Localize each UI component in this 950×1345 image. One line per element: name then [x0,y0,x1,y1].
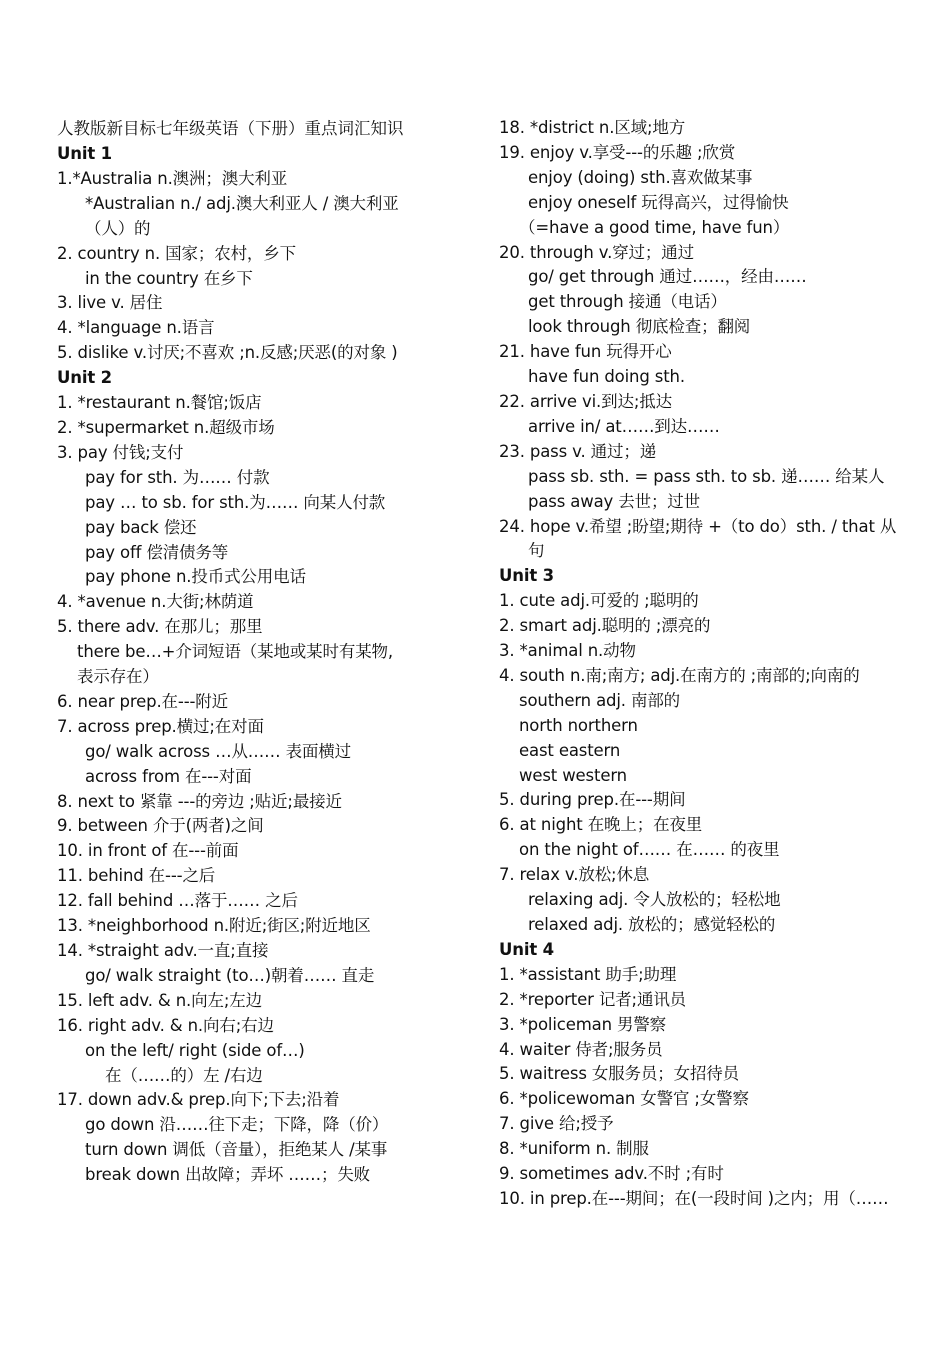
right-vocab-line: pass away 去世；过世 [528,491,700,511]
left-vocab-line: 8. next to 紧靠 ---的旁边 ;贴近;最接近 [57,791,342,811]
right-vocab-line: （=have a good time, have fun） [519,217,790,237]
right-vocab-line: 1. cute adj.可爱的 ;聪明的 [499,591,699,611]
right-vocab-line: 6. *policewoman 女警官 ;女警察 [499,1089,749,1109]
right-vocab-line: arrive in/ at……到达…… [528,416,720,436]
right-vocab-line: 21. have fun 玩得开心 [499,342,672,362]
left-vocab-line: 17. down adv.& prep.向下;下去;沿着 [57,1090,340,1110]
left-vocab-line: 5. there adv. 在那儿；那里 [57,617,263,637]
left-vocab-line: pay off 偿清债务等 [85,542,229,562]
left-vocab-line: 表示存在） [77,667,159,687]
left-vocab-line: 4. *avenue n.大街;林荫道 [57,592,254,612]
right-vocab-line: 1. *assistant 助手;助理 [499,964,677,984]
left-vocab-line: pay back 偿还 [85,517,197,537]
left-vocab-line: 15. left adv. & n.向左;左边 [57,990,262,1010]
right-vocab-line: 22. arrive vi.到达;抵达 [499,391,672,411]
right-vocab-line: 3. *animal n.动物 [499,641,636,661]
left-vocab-line: on the left/ right (side of…) [85,1040,305,1060]
left-vocab-line: pay … to sb. for sth.为…… 向某人付款 [85,492,386,512]
right-vocab-line: southern adj. 南部的 [519,690,681,710]
right-vocab-line: 句 [528,541,545,561]
right-vocab-line: 18. *district n.区域;地方 [499,118,686,137]
right-vocab-line: 8. *uniform n. 制服 [499,1139,649,1159]
right-vocab-line: 9. sometimes adv.不时 ;有时 [499,1164,724,1184]
left-vocab-line: 在（……的）左 /右边 [105,1065,263,1085]
right-vocab-line: 19. enjoy v.享受---的乐趣 ;欣赏 [499,142,736,162]
right-vocab-line: 5. during prep.在---期间 [499,790,686,810]
right-unit-heading: Unit 4 [499,939,555,959]
left-unit-heading: Unit 2 [57,368,113,388]
right-vocab-line: go/ get through 通过……，经由…… [528,267,807,287]
left-vocab-line: 7. across prep.横过;在对面 [57,716,264,736]
right-vocab-line: 6. at night 在晚上；在夜里 [499,815,703,835]
right-vocab-line: enjoy oneself 玩得高兴，过得愉快 [528,192,789,212]
right-vocab-line: 24. hope v.希望 ;盼望;期待 +（to do）sth. / that 从 [499,516,897,536]
right-vocab-line: 10. in prep.在---期间；在(一段时间 )之内；用（…… [499,1188,889,1208]
right-vocab-line: 3. *policeman 男警察 [499,1014,667,1034]
left-vocab-line: pay phone n.投币式公用电话 [85,567,306,587]
left-vocab-line: go/ walk across …从…… 表面横过 [85,741,351,761]
right-vocab-line: relaxed adj. 放松的；感觉轻松的 [528,915,776,934]
right-vocab-line: 2. smart adj.聪明的 ;漂亮的 [499,616,711,636]
left-vocab-line: 11. behind 在---之后 [57,866,216,886]
left-vocab-line: go/ walk straight (to…)朝着…… 直走 [85,965,375,985]
left-vocab-line: go down 沿……往下走；下降，降（价） [85,1115,389,1135]
right-vocab-line: get through 接通（电话） [528,292,727,312]
right-vocab-line: 2. *reporter 记者;通讯员 [499,989,687,1009]
right-vocab-line: look through 彻底检查；翻阅 [528,317,751,337]
left-vocab-line: 3. live v. 居住 [57,293,163,313]
right-vocab-line: 4. south n.南;南方; adj.在南方的 ;南部的;向南的 [499,665,860,685]
left-vocab-line: 10. in front of 在---前面 [57,841,239,861]
right-vocab-line: 7. give 给;授予 [499,1114,614,1134]
right-vocab-line: east eastern [519,740,621,760]
right-vocab-line: pass sb. sth. = pass sth. to sb. 递…… 给某人 [528,466,885,486]
right-vocab-line: 4. waiter 侍者;服务员 [499,1039,663,1059]
left-vocab-line: 12. fall behind …落于…… 之后 [57,891,298,911]
left-vocab-line: 16. right adv. & n.向右;右边 [57,1015,274,1035]
left-vocab-line: there be…+介词短语（某地或某时有某物, [77,642,393,662]
right-unit-heading: Unit 3 [499,566,555,586]
left-vocab-line: （人）的 [85,218,151,238]
left-vocab-line: 4. *language n.语言 [57,318,215,338]
right-vocab-line: on the night of…… 在…… 的夜里 [519,840,780,860]
left-vocab-line: 2. country n. 国家；农村，乡下 [57,243,296,263]
right-vocab-line: 23. pass v. 通过；递 [499,441,657,461]
right-vocab-line: north northern [519,715,638,735]
left-vocab-line: 14. *straight adv.一直;直接 [57,941,269,960]
left-vocab-line: 3. pay 付钱;支付 [57,442,184,462]
left-vocab-line: turn down 调低（音量），拒绝某人 /某事 [85,1140,388,1160]
left-vocab-line: 13. *neighborhood n.附近;街区;附近地区 [57,916,371,936]
left-vocab-line: 1.*Australia n.澳洲；澳大利亚 [57,168,288,188]
right-column [499,116,914,1212]
left-vocab-line: 9. between 介于(两者)之间 [57,816,264,836]
left-column [57,116,449,1188]
left-vocab-line: 2. *supermarket n.超级市场 [57,417,275,437]
document-title: 人教版新目标七年级英语（下册）重点词汇知识 [57,119,404,138]
left-vocab-line: 5. dislike v.讨厌;不喜欢 ;n.反感;厌恶(的对象 ) [57,343,398,363]
right-vocab-line: have fun doing sth. [528,367,685,387]
right-vocab-line: 20. through v.穿过；通过 [499,242,694,262]
left-vocab-line: in the country 在乡下 [85,268,253,288]
left-vocab-line: 1. *restaurant n.餐馆;饭店 [57,393,262,413]
right-vocab-line: enjoy (doing) sth.喜欢做某事 [528,167,753,187]
right-vocab-line: west western [519,765,627,785]
left-vocab-line: break down 出故障；弄坏 ……；失败 [85,1165,371,1185]
left-vocab-line: across from 在---对面 [85,766,252,786]
right-vocab-line: relaxing adj. 令人放松的；轻松地 [528,890,781,910]
left-unit-heading: Unit 1 [57,144,113,163]
right-vocab-line: 5. waitress 女服务员；女招待员 [499,1064,740,1084]
right-vocab-line: 7. relax v.放松;休息 [499,865,650,885]
left-vocab-line: pay for sth. 为…… 付款 [85,467,270,487]
left-vocab-line: *Australian n./ adj.澳大利亚人 / 澳大利亚 [85,193,399,213]
left-vocab-line: 6. near prep.在---附近 [57,691,229,711]
